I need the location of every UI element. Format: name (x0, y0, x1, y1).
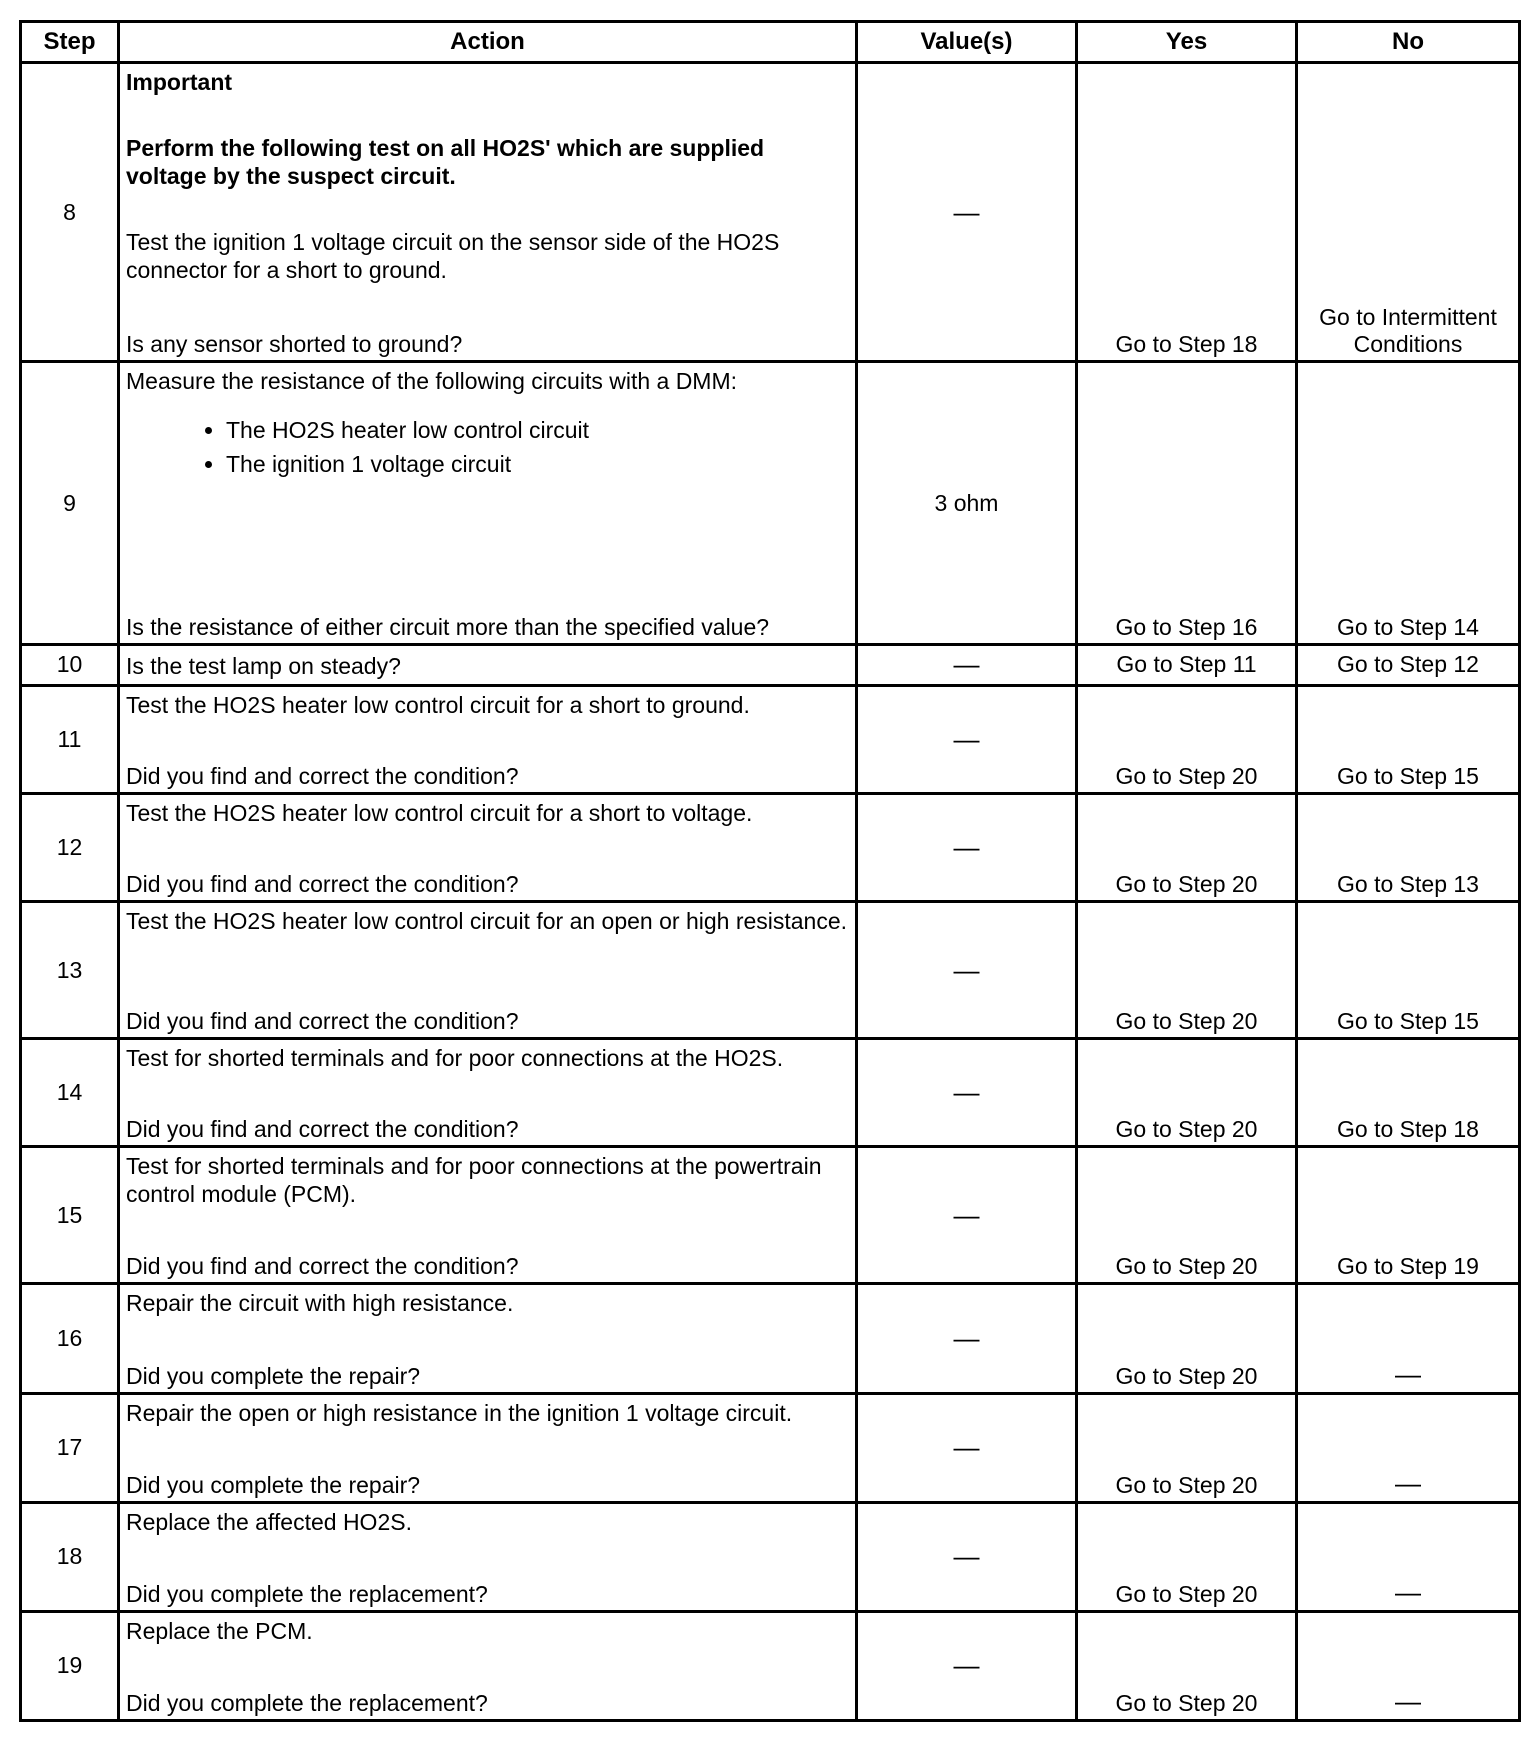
no-cell: — (1297, 1393, 1520, 1502)
action-cell (119, 1393, 857, 1502)
value-cell: — (857, 63, 1077, 362)
step-number: 14 (21, 1039, 119, 1147)
yes-cell: Go to Step 20 (1077, 1147, 1297, 1284)
question-text: Did you find and correct the condition? (126, 1116, 519, 1143)
important-label: Important (126, 69, 233, 95)
question-text: Did you find and correct the condition? (126, 1008, 519, 1035)
question-text: Did you find and correct the condition? (126, 1253, 519, 1280)
action-cell (119, 644, 857, 685)
step-number: 19 (21, 1611, 119, 1720)
step-number: 12 (21, 793, 119, 901)
value-cell: — (857, 1147, 1077, 1284)
no-cell: Go to Step 12 (1297, 644, 1520, 685)
table-row (21, 1393, 1520, 1502)
yes-cell: Go to Step 20 (1077, 685, 1297, 793)
yes-cell: Go to Step 20 (1077, 1502, 1297, 1611)
no-cell: Go to Step 15 (1297, 685, 1520, 793)
action-text: Replace the affected HO2S. (126, 1508, 412, 1535)
table-row (21, 901, 1520, 1038)
step-number: 15 (21, 1147, 119, 1284)
header-step: Step (21, 22, 119, 63)
action-text: Measure the resistance of the following circuits with a DMM: (126, 368, 738, 395)
yes-cell: Go to Step 20 (1077, 901, 1297, 1038)
action-cell (119, 1502, 857, 1611)
header-values: Value(s) (857, 22, 1077, 63)
diagnostic-table (19, 20, 1521, 1722)
action-cell (119, 685, 857, 793)
question-text: Is any sensor shorted to ground? (126, 331, 463, 358)
header-row (21, 22, 1520, 63)
value-cell: — (857, 1611, 1077, 1720)
value-cell: — (857, 1039, 1077, 1147)
value-cell: — (857, 644, 1077, 685)
action-text: Replace the PCM. (126, 1617, 313, 1644)
value-cell: — (857, 1393, 1077, 1502)
yes-cell: Go to Step 20 (1077, 1611, 1297, 1720)
value-cell: 3 ohm (857, 362, 1077, 644)
step-number: 17 (21, 1393, 119, 1502)
table-row (21, 1502, 1520, 1611)
no-cell: Go to Step 14 (1297, 362, 1520, 644)
action-text: Test the ignition 1 voltage circuit on the sensor side of the HO2S connector for a short to ground. (126, 229, 780, 283)
value-cell: — (857, 685, 1077, 793)
action-cell (119, 1611, 857, 1720)
question-text: Did you complete the replacement? (126, 1580, 488, 1607)
value-cell: — (857, 793, 1077, 901)
step-number: 9 (21, 362, 119, 644)
no-cell: Go to Step 18 (1297, 1039, 1520, 1147)
header-no: No (1297, 22, 1520, 63)
action-cell (119, 1284, 857, 1393)
yes-cell: Go to Step 20 (1077, 1284, 1297, 1393)
no-cell: Go to Step 15 (1297, 901, 1520, 1038)
question-text: Is the test lamp on steady? (126, 652, 401, 679)
action-text: Test the HO2S heater low control circuit for an open or high resistance. (126, 907, 848, 934)
table-row (21, 644, 1520, 685)
header-yes: Yes (1077, 22, 1297, 63)
action-text: Test the HO2S heater low control circuit for a short to voltage. (126, 799, 753, 826)
no-cell: — (1297, 1611, 1520, 1720)
yes-cell: Go to Step 18 (1077, 63, 1297, 362)
no-cell: — (1297, 1502, 1520, 1611)
step-number: 18 (21, 1502, 119, 1611)
table-row (21, 1039, 1520, 1147)
table-row (21, 1611, 1520, 1720)
table-row (21, 63, 1520, 362)
no-cell: Go to Intermittent Conditions (1297, 63, 1520, 362)
action-text: Test the HO2S heater low control circuit for a short to ground. (126, 691, 750, 718)
question-text: Is the resistance of either circuit more than the specified value? (126, 613, 770, 640)
question-text: Did you complete the repair? (126, 1362, 421, 1389)
action-text: Repair the open or high resistance in the ignition 1 voltage circuit. (126, 1399, 793, 1426)
no-cell: Go to Step 13 (1297, 793, 1520, 901)
table-row (21, 1147, 1520, 1284)
yes-cell: Go to Step 20 (1077, 1039, 1297, 1147)
table-row (21, 793, 1520, 901)
action-cell (119, 63, 857, 362)
no-cell: — (1297, 1284, 1520, 1393)
step-number: 13 (21, 901, 119, 1038)
question-text: Did you complete the repair? (126, 1471, 421, 1498)
action-cell (119, 1039, 857, 1147)
table-row (21, 362, 1520, 644)
yes-cell: Go to Step 20 (1077, 793, 1297, 901)
yes-cell: Go to Step 20 (1077, 1393, 1297, 1502)
action-cell (119, 901, 857, 1038)
action-cell (119, 362, 857, 644)
action-cell (119, 793, 857, 901)
question-text: Did you find and correct the condition? (126, 762, 519, 789)
list-item: • The ignition 1 voltage circuit (226, 447, 849, 481)
step-number: 16 (21, 1284, 119, 1393)
list-item: • The HO2S heater low control circuit (226, 413, 849, 447)
value-cell: — (857, 1284, 1077, 1393)
important-note: Perform the following test on all HO2S' which are supplied voltage by the suspect circuit. (126, 135, 765, 189)
question-text: Did you find and correct the condition? (126, 870, 519, 897)
yes-cell: Go to Step 16 (1077, 362, 1297, 644)
table-row (21, 1284, 1520, 1393)
action-cell (119, 1147, 857, 1284)
table-row (21, 685, 1520, 793)
action-text: Test for shorted terminals and for poor connections at the HO2S. (126, 1045, 784, 1072)
question-text: Did you complete the replacement? (126, 1690, 488, 1716)
step-number: 8 (21, 63, 119, 362)
value-cell: — (857, 901, 1077, 1038)
yes-cell: Go to Step 11 (1077, 644, 1297, 685)
action-text: Test for shorted terminals and for poor connections at the powertrain control module (PCM). (126, 1153, 822, 1208)
header-action: Action (119, 22, 857, 63)
no-cell: Go to Step 19 (1297, 1147, 1520, 1284)
step-number: 11 (21, 685, 119, 793)
bullet-list (126, 413, 849, 481)
action-text: Repair the circuit with high resistance. (126, 1290, 514, 1317)
value-cell: — (857, 1502, 1077, 1611)
step-number: 10 (21, 644, 119, 685)
